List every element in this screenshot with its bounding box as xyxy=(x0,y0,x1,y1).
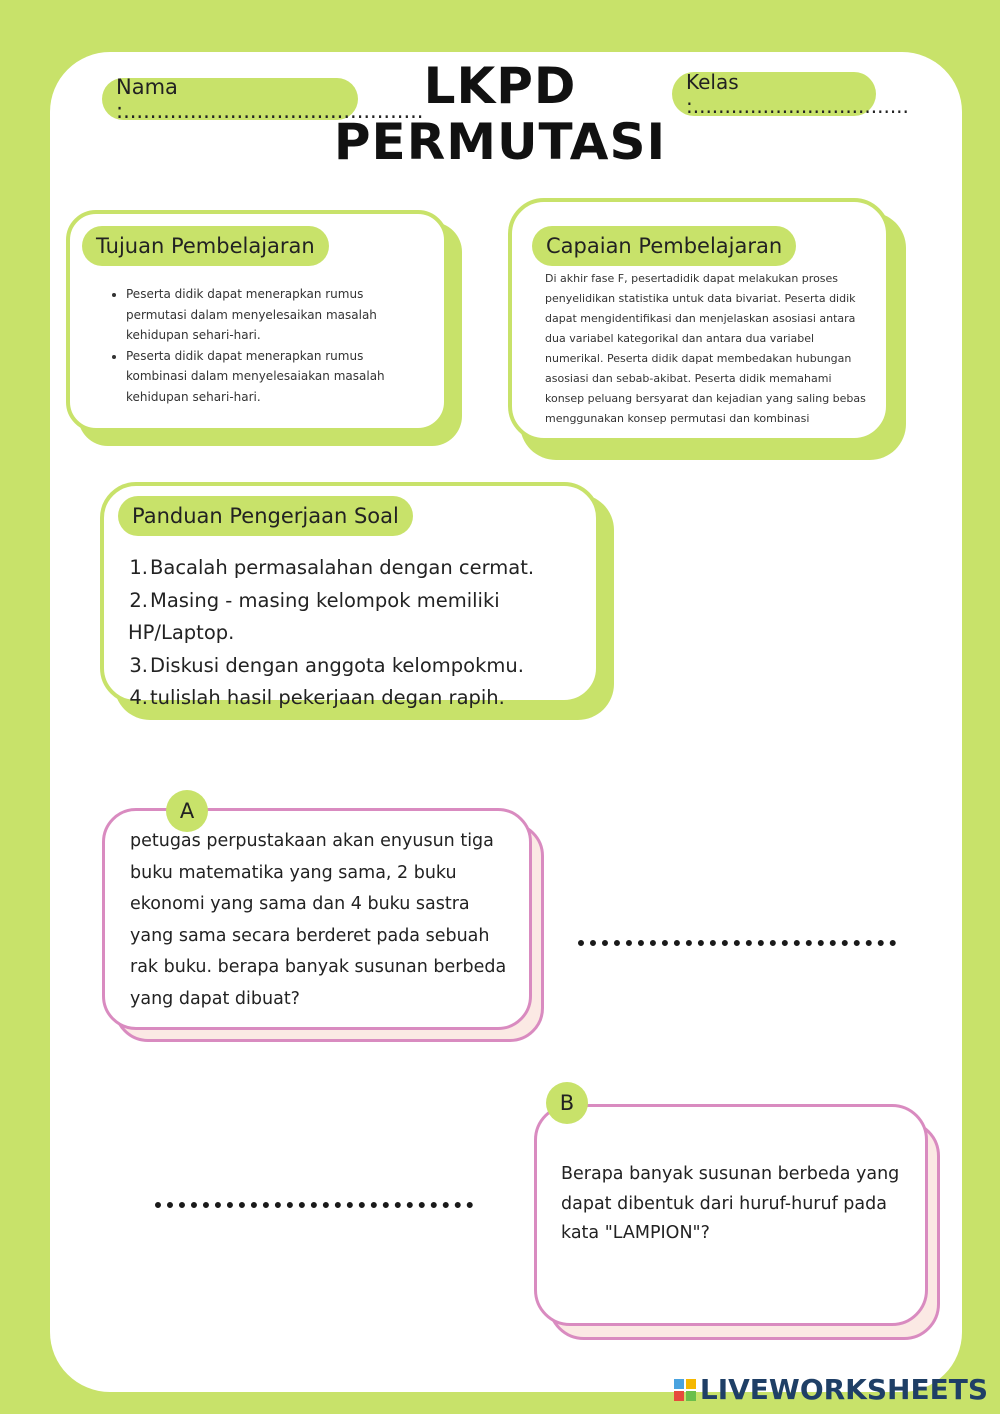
step-text: Diskusi dengan anggota kelompokmu. xyxy=(150,653,524,677)
step-number: 2. xyxy=(129,588,148,612)
step-text: Masing - masing kelompok memiliki HP/Laptop. xyxy=(128,588,500,644)
answer-a-blank[interactable] xyxy=(578,940,896,946)
step-number: 1. xyxy=(129,556,148,579)
name-field-label: Nama :............................................. xyxy=(116,75,424,123)
question-b-badge: B xyxy=(546,1082,588,1124)
page-title xyxy=(330,58,670,170)
title-line-1: LKPD xyxy=(423,57,577,115)
step-text: Bacalah permasalahan dengan cermat. xyxy=(150,556,535,579)
title-line-2: PERMUTASI xyxy=(333,113,667,171)
step-text: tulislah hasil pekerjaan degan rapih. xyxy=(150,686,505,709)
answer-b-blank[interactable] xyxy=(155,1202,473,1208)
capaian-label: Capaian Pembelajaran xyxy=(532,226,796,266)
panduan-label: Panduan Pengerjaan Soal xyxy=(118,496,413,536)
panduan-step xyxy=(128,682,598,715)
question-b-text: Berapa banyak susunan berbeda yang dapat dibentuk dari huruf-huruf pada kata "LAMPION"? xyxy=(561,1164,900,1243)
brand-text: LIVEWORKSHEETS xyxy=(699,1373,988,1406)
panduan-step xyxy=(128,585,598,650)
question-a-text: petugas perpustakaan akan enyusun tiga buku matematika yang sama, 2 buku ekonomi yang sama dan 4 buku sastra yang sama secara berderet pada sebuah rak buku. berapa banyak susunan berbeda yang dapat dibuat? xyxy=(130,831,507,1009)
liveworksheets-logo-icon xyxy=(674,1379,696,1401)
step-number: 4. xyxy=(129,686,148,709)
tujuan-label: Tujuan Pembelajaran xyxy=(82,226,329,266)
panduan-step xyxy=(128,650,598,683)
tujuan-list xyxy=(110,284,422,407)
name-field[interactable] xyxy=(102,75,424,123)
tujuan-item: • Peserta didik dapat menerapkan rumus permutasi dalam menyelesaikan masalah kehidupan sehari-hari. xyxy=(126,284,422,346)
liveworksheets-brand xyxy=(674,1373,988,1406)
class-field[interactable] xyxy=(672,70,909,118)
tujuan-item: • Peserta didik dapat menerapkan rumus kombinasi dalam menyelesaiakan masalah kehidupan sehari-hari. xyxy=(126,346,422,408)
capaian-text: Di akhir fase F, pesertadidik dapat melakukan proses penyelidikan statistika untuk data bivariat. Peserta didik dapat mengidentifikasi dan menjelaskan asosiasi antara dua variabel kategorikal dan antara dua variabel numerikal. Peserta didik dapat membedakan hubungan asosiasi dan sebab-akibat. Peserta didik memahami konsep peluang bersyarat dan kejadian yang saling bebas menggunakan konsep permutasi dan kombinasi xyxy=(545,272,866,425)
panduan-step xyxy=(128,552,598,585)
panduan-steps xyxy=(128,552,598,715)
question-a-badge: A xyxy=(166,790,208,832)
step-number: 3. xyxy=(129,653,148,677)
class-field-label: Kelas :.................................. xyxy=(686,70,909,118)
